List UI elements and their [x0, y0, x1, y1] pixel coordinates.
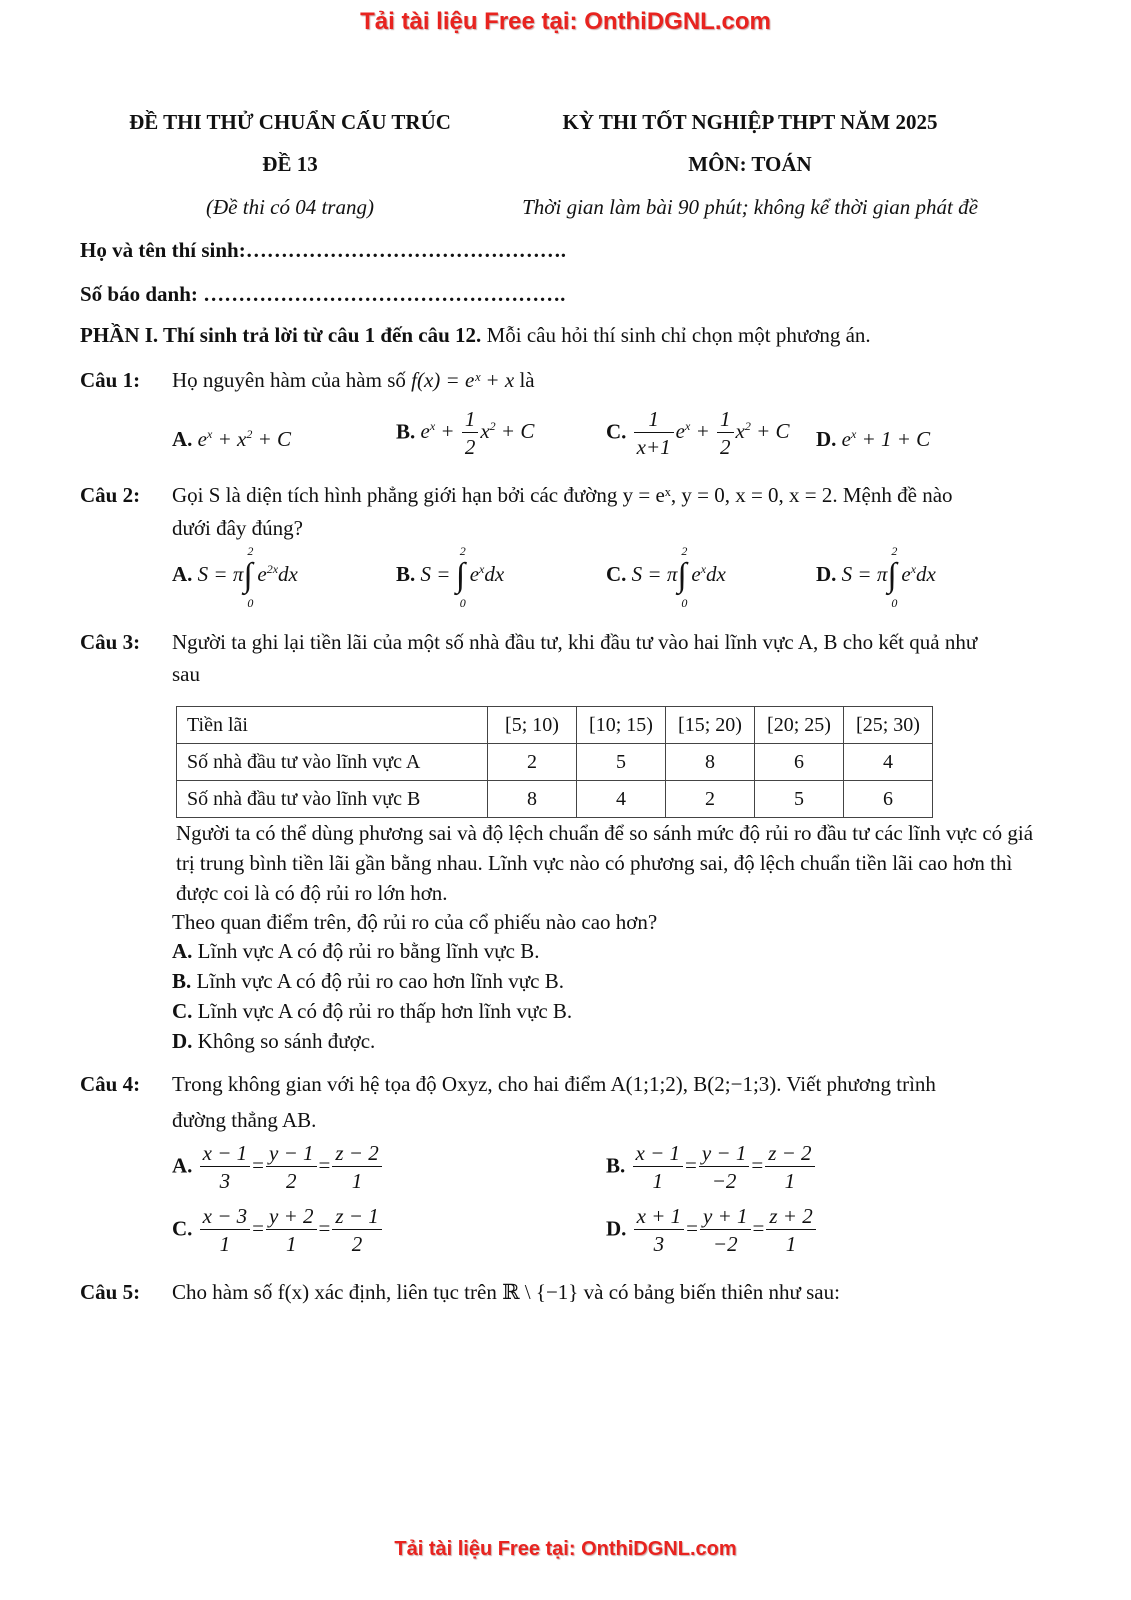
option-label: A. [172, 1153, 193, 1178]
q4-stem-line1: Trong không gian với hệ tọa độ Oxyz, cho hai điểm A(1;1;2), B(2;−1;3). Viết phương trình [172, 1072, 936, 1096]
option-label: D. [606, 1216, 627, 1241]
table-row [177, 744, 933, 781]
q1-option-b[interactable] [396, 406, 534, 461]
q3-option-b[interactable] [172, 969, 564, 994]
option-math: S = π 2 ∫ 0 $e^xdx$ [631, 544, 726, 610]
table-cell: 2 [488, 744, 577, 781]
q1-tail: là [519, 368, 535, 392]
option-math: $\frac{x - 1}{3}$ = $\frac{y - 1}{2}$ = $\frac{z - 2}{1}$ [198, 1153, 384, 1177]
candidate-name-field[interactable]: Họ và tên thí sinh:………………………………………. [80, 238, 566, 262]
part1-instruction: Mỗi câu hỏi thí sinh chỉ chọn một phương án. [481, 323, 871, 347]
q3-stem-line1: Người ta ghi lại tiền lãi của một số nhà đầu tư, khi đầu tư vào hai lĩnh vực A, B cho kết quả như [172, 630, 978, 654]
q2-label: Câu 2: [80, 483, 141, 507]
option-math: S = π 2 ∫ 0 $e^xdx$ [841, 544, 936, 610]
exam-type-title: ĐỀ THI THỬ CHUẨN CẤU TRÚC [129, 110, 451, 134]
table-cell: 8 [488, 781, 577, 818]
q2-option-b[interactable] [396, 544, 505, 610]
table-cell: 6 [755, 744, 844, 781]
table-row [177, 781, 933, 818]
table-cell: 4 [844, 744, 933, 781]
option-label: B. [172, 969, 192, 993]
option-math: S = π 2 ∫ 0 $e^{2x}dx$ [197, 544, 298, 610]
q4-stem-line2: đường thẳng AB. [172, 1108, 317, 1132]
page-count-note: (Đề thi có 04 trang) [206, 195, 374, 219]
option-text: Lĩnh vực A có độ rủi ro thấp hơn lĩnh vực B. [197, 999, 573, 1023]
q3-option-d[interactable] [172, 1029, 375, 1054]
q1-option-c[interactable] [606, 406, 790, 461]
option-label: B. [396, 561, 416, 586]
table-cell: 6 [844, 781, 933, 818]
q4-label: Câu 4: [80, 1072, 141, 1096]
part1-title: PHẦN I. Thí sinh trả lời từ câu 1 đến câu 12. [80, 323, 482, 347]
q2-stem-line2: dưới đây đúng? [172, 516, 303, 540]
option-label: B. [606, 1153, 626, 1178]
table-cell: 5 [577, 744, 666, 781]
q2-option-d[interactable] [816, 544, 936, 610]
q3-question: Theo quan điểm trên, độ rủi ro của cổ phiếu nào cao hơn? [172, 910, 658, 934]
q1-text: Họ nguyên hàm của hàm số [172, 368, 406, 392]
table-cell: Tiền lãi [177, 707, 488, 744]
subject: MÔN: TOÁN [688, 152, 812, 176]
candidate-id-field[interactable]: Số báo danh: ……………………………………………. [80, 282, 566, 306]
option-label: C. [172, 1216, 193, 1241]
option-label: C. [606, 561, 627, 586]
option-label: C. [172, 999, 193, 1023]
q1-option-a[interactable] [172, 406, 291, 467]
investment-table [176, 706, 933, 818]
q3-option-c[interactable] [172, 999, 572, 1024]
option-label: D. [172, 1029, 193, 1053]
q2-option-a[interactable] [172, 544, 298, 610]
q4-option-c[interactable] [172, 1203, 384, 1258]
option-math: $e^x + x^2 + C$ [197, 427, 292, 451]
option-label: D. [816, 427, 837, 451]
table-cell: [20; 25) [755, 707, 844, 744]
bottom-banner[interactable]: Tải tài liệu Free tại: OnthiDGNL.com [394, 1538, 737, 1560]
q3-explanation: Người ta có thể dùng phương sai và độ lệch chuẩn để so sánh mức độ rủi ro đầu tư các lĩnh vực có giá trị trung bình tiền lãi gần bằng nhau. Lĩnh vực nào có phương sai, độ lệch chuẩn tiền lãi cao hơn thì được coi là có độ rủi ro lớn hơn. [176, 821, 1034, 905]
option-text: Không so sánh được. [197, 1029, 376, 1053]
option-math: $e^x$ + $\frac{1}{2}$ $x^2 + C$ [420, 407, 535, 459]
option-math: $\frac{x - 1}{1}$ = $\frac{y - 1}{-2}$ = $\frac{z - 2}{1}$ [631, 1153, 817, 1177]
table-cell: [5; 10) [488, 707, 577, 744]
q3-label: Câu 3: [80, 630, 141, 654]
option-math: $e^x + 1 + C$ [841, 427, 931, 451]
q5-stem: Cho hàm số f(x) xác định, liên tục trên ℝ \ {−1} và có bảng biến thiên như sau: [172, 1280, 840, 1304]
table-cell: [25; 30) [844, 707, 933, 744]
table-cell: 8 [666, 744, 755, 781]
option-label: A. [172, 427, 193, 451]
part1-heading [80, 323, 871, 348]
option-text: Lĩnh vực A có độ rủi ro bằng lĩnh vực B. [197, 939, 540, 963]
exam-name: KỲ THI TỐT NGHIỆP THPT NĂM 2025 [562, 110, 938, 134]
table-header-row [177, 707, 933, 744]
q2-stem-line1: Gọi S là diện tích hình phẳng giới hạn bởi các đường y = eˣ, y = 0, x = 0, x = 2. Mệnh đề nào [172, 483, 953, 507]
option-label: C. [606, 419, 627, 444]
q4-option-b[interactable] [606, 1140, 817, 1195]
table-cell: Số nhà đầu tư vào lĩnh vực B [177, 781, 488, 818]
q3-option-a[interactable] [172, 939, 539, 964]
option-label: D. [816, 561, 837, 586]
table-cell: 5 [755, 781, 844, 818]
table-cell: [10; 15) [577, 707, 666, 744]
q1-label: Câu 1: [80, 368, 141, 392]
time-note: Thời gian làm bài 90 phút; không kể thời gian phát đề [522, 195, 978, 219]
q3-stem-line2: sau [172, 662, 200, 686]
option-math: $\frac{1}{x+1}$ $e^x$ + $\frac{1}{2}$ $x^2 + C$ [632, 419, 790, 443]
option-label: A. [172, 939, 193, 963]
q1-option-d[interactable] [816, 406, 930, 467]
option-label: B. [396, 419, 416, 444]
option-math: S = 2 ∫ 0 $e^xdx$ [420, 544, 505, 610]
top-banner[interactable]: Tải tài liệu Free tại: OnthiDGNL.com [360, 8, 771, 35]
q2-option-c[interactable] [606, 544, 726, 610]
option-math: $\frac{x - 3}{1}$ = $\frac{y + 2}{1}$ = $\frac{z - 1}{2}$ [198, 1216, 384, 1240]
q5-label: Câu 5: [80, 1280, 141, 1304]
table-cell: 4 [577, 781, 666, 818]
q1-func: f(x) = eˣ + x [411, 368, 515, 392]
q4-option-d[interactable] [606, 1203, 818, 1258]
q1-stem [172, 368, 535, 393]
table-cell: Số nhà đầu tư vào lĩnh vực A [177, 744, 488, 781]
exam-code: ĐỀ 13 [262, 152, 318, 176]
option-text: Lĩnh vực A có độ rủi ro cao hơn lĩnh vực B. [196, 969, 564, 993]
q4-option-a[interactable] [172, 1140, 384, 1195]
table-cell: [15; 20) [666, 707, 755, 744]
option-label: A. [172, 561, 193, 586]
table-cell: 2 [666, 781, 755, 818]
option-math: $\frac{x + 1}{3}$ = $\frac{y + 1}{-2}$ = $\frac{z + 2}{1}$ [632, 1216, 818, 1240]
